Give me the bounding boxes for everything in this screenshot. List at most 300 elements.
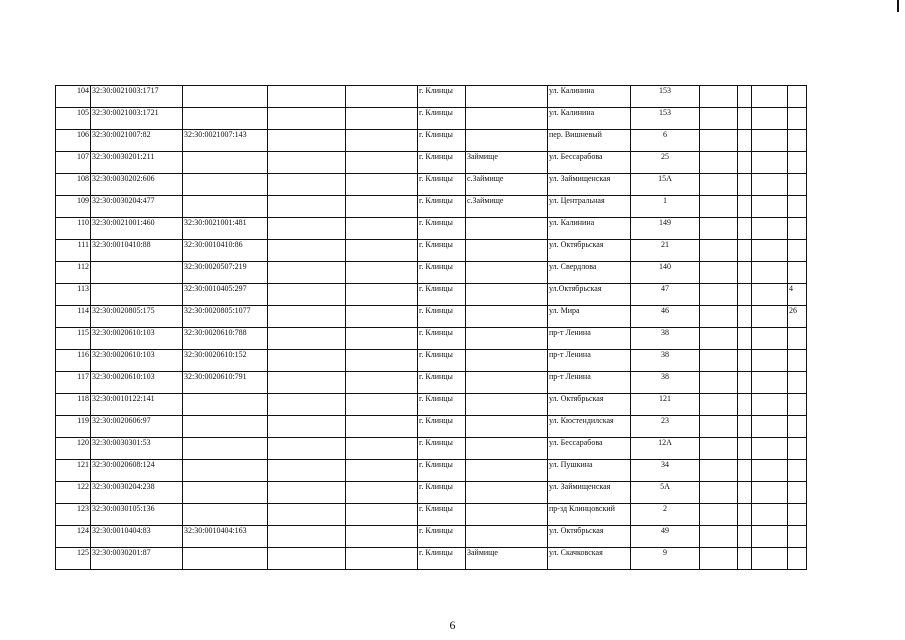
cell-street: ул. Калинина	[548, 108, 631, 130]
cell-col-10	[700, 240, 738, 262]
cell-house-number: 1	[631, 196, 700, 218]
cell-col-10	[700, 328, 738, 350]
cell-col-11	[738, 350, 752, 372]
cell-related-cadastral-number: 32:30:0020610:152	[183, 350, 268, 372]
cell-locality: с.Займище	[466, 196, 548, 218]
cell-house-number: 149	[631, 218, 700, 240]
cell-col-10	[700, 460, 738, 482]
cell-col-11	[738, 504, 752, 526]
cell-col-12	[752, 108, 788, 130]
cell-col-12	[752, 372, 788, 394]
cell-col-4	[268, 86, 346, 108]
cell-row-number: 122	[56, 482, 91, 504]
cell-apartment-number	[788, 218, 807, 240]
cell-col-12	[752, 504, 788, 526]
cell-row-number: 118	[56, 394, 91, 416]
cell-related-cadastral-number	[183, 108, 268, 130]
cell-house-number: 38	[631, 350, 700, 372]
cell-col-5	[346, 526, 418, 548]
cell-col-5	[346, 240, 418, 262]
cell-related-cadastral-number: 32:30:0010410:86	[183, 240, 268, 262]
cell-city: г. Клинцы	[418, 262, 466, 284]
cell-col-11	[738, 372, 752, 394]
cell-col-4	[268, 482, 346, 504]
cell-locality	[466, 130, 548, 152]
cell-street: ул. Мира	[548, 306, 631, 328]
cell-col-5	[346, 416, 418, 438]
cell-col-10	[700, 174, 738, 196]
cell-col-11	[738, 284, 752, 306]
cell-col-4	[268, 394, 346, 416]
cell-house-number: 121	[631, 394, 700, 416]
cell-cadastral-number: 32:30:0020610:103	[91, 328, 183, 350]
cell-cadastral-number: 32:30:0020610:103	[91, 350, 183, 372]
cell-house-number: 49	[631, 526, 700, 548]
cell-related-cadastral-number	[183, 152, 268, 174]
cell-cadastral-number: 32:30:0030301:53	[91, 438, 183, 460]
cell-col-10	[700, 526, 738, 548]
table-row	[56, 86, 807, 108]
cell-apartment-number	[788, 350, 807, 372]
cell-cadastral-number: 32:30:0030204:477	[91, 196, 183, 218]
cell-cadastral-number: 32:30:0010404:83	[91, 526, 183, 548]
table-row	[56, 218, 807, 240]
cell-apartment-number	[788, 460, 807, 482]
cell-cadastral-number: 32:30:0020805:175	[91, 306, 183, 328]
cell-col-10	[700, 262, 738, 284]
cell-col-5	[346, 174, 418, 196]
cell-col-11	[738, 240, 752, 262]
cell-city: г. Клинцы	[418, 130, 466, 152]
cell-city: г. Клинцы	[418, 284, 466, 306]
cell-col-11	[738, 548, 752, 570]
cell-col-12	[752, 416, 788, 438]
cell-row-number: 114	[56, 306, 91, 328]
cell-street: ул. Скачковская	[548, 548, 631, 570]
cell-col-4	[268, 460, 346, 482]
cell-col-10	[700, 86, 738, 108]
cell-related-cadastral-number	[183, 416, 268, 438]
cell-cadastral-number: 32:30:0021001:460	[91, 218, 183, 240]
cell-locality	[466, 416, 548, 438]
cell-col-11	[738, 416, 752, 438]
cell-col-10	[700, 394, 738, 416]
cell-col-4	[268, 306, 346, 328]
cell-locality	[466, 240, 548, 262]
cell-street: пер. Вишневый	[548, 130, 631, 152]
cell-col-5	[346, 460, 418, 482]
cell-house-number: 38	[631, 372, 700, 394]
page-number: 6	[449, 618, 456, 632]
cell-city: г. Клинцы	[418, 86, 466, 108]
cell-locality	[466, 328, 548, 350]
cell-house-number: 47	[631, 284, 700, 306]
cell-related-cadastral-number: 32:30:0020610:791	[183, 372, 268, 394]
cell-locality	[466, 372, 548, 394]
cell-apartment-number	[788, 130, 807, 152]
cell-col-4	[268, 526, 346, 548]
cell-col-10	[700, 504, 738, 526]
cell-col-5	[346, 350, 418, 372]
table-row	[56, 328, 807, 350]
cell-related-cadastral-number: 32:30:0010405:297	[183, 284, 268, 306]
table-row	[56, 526, 807, 548]
cell-related-cadastral-number: 32:30:0020507:219	[183, 262, 268, 284]
cell-col-10	[700, 372, 738, 394]
cell-city: г. Клинцы	[418, 372, 466, 394]
cell-city: г. Клинцы	[418, 526, 466, 548]
cell-col-10	[700, 284, 738, 306]
cell-col-5	[346, 372, 418, 394]
cell-street: ул.Октябрьская	[548, 284, 631, 306]
cell-col-4	[268, 350, 346, 372]
table-row	[56, 108, 807, 130]
cell-street: ул. Октябрьская	[548, 240, 631, 262]
cell-col-12	[752, 240, 788, 262]
cell-cadastral-number: 32:30:0030201:87	[91, 548, 183, 570]
cell-street: пр-т Ленина	[548, 372, 631, 394]
table-row	[56, 196, 807, 218]
cell-col-5	[346, 262, 418, 284]
table-row	[56, 394, 807, 416]
table-row	[56, 262, 807, 284]
cell-apartment-number	[788, 438, 807, 460]
cell-related-cadastral-number: 32:30:0010404:163	[183, 526, 268, 548]
cell-city: г. Клинцы	[418, 306, 466, 328]
cell-col-4	[268, 108, 346, 130]
cell-locality	[466, 284, 548, 306]
property-registry-table	[55, 85, 807, 570]
cell-street: ул. Октябрьская	[548, 394, 631, 416]
cell-col-5	[346, 438, 418, 460]
cell-col-11	[738, 262, 752, 284]
cell-locality: Займище	[466, 548, 548, 570]
cell-apartment-number	[788, 174, 807, 196]
cell-locality	[466, 86, 548, 108]
cell-col-5	[346, 218, 418, 240]
cell-street: ул. Пушкина	[548, 460, 631, 482]
cell-col-12	[752, 284, 788, 306]
cell-house-number: 15А	[631, 174, 700, 196]
cell-col-4	[268, 240, 346, 262]
cell-apartment-number	[788, 262, 807, 284]
cell-locality	[466, 262, 548, 284]
table-row	[56, 438, 807, 460]
table-row	[56, 460, 807, 482]
cell-apartment-number	[788, 526, 807, 548]
cell-col-12	[752, 152, 788, 174]
table-row	[56, 130, 807, 152]
cell-city: г. Клинцы	[418, 240, 466, 262]
cell-apartment-number	[788, 416, 807, 438]
cell-col-10	[700, 416, 738, 438]
cell-col-11	[738, 526, 752, 548]
cell-col-11	[738, 196, 752, 218]
cell-cadastral-number: 32:30:0020606:97	[91, 416, 183, 438]
table-row	[56, 548, 807, 570]
cell-col-4	[268, 130, 346, 152]
cell-apartment-number	[788, 328, 807, 350]
cell-related-cadastral-number: 32:30:0020805:1077	[183, 306, 268, 328]
cell-cadastral-number: 32:30:0010122:141	[91, 394, 183, 416]
cell-row-number: 124	[56, 526, 91, 548]
cell-col-12	[752, 548, 788, 570]
cell-city: г. Клинцы	[418, 416, 466, 438]
cell-locality	[466, 482, 548, 504]
cell-col-12	[752, 130, 788, 152]
cell-col-12	[752, 174, 788, 196]
cell-col-5	[346, 86, 418, 108]
cell-apartment-number	[788, 548, 807, 570]
cell-col-5	[346, 482, 418, 504]
cell-col-5	[346, 306, 418, 328]
cell-street: ул. Кюстендилская	[548, 416, 631, 438]
table-row	[56, 174, 807, 196]
cell-locality	[466, 438, 548, 460]
cell-street: пр-т Ленина	[548, 350, 631, 372]
cell-row-number: 104	[56, 86, 91, 108]
cell-col-11	[738, 460, 752, 482]
cell-apartment-number	[788, 196, 807, 218]
cell-city: г. Клинцы	[418, 196, 466, 218]
cell-col-4	[268, 504, 346, 526]
cell-related-cadastral-number	[183, 460, 268, 482]
cell-col-10	[700, 108, 738, 130]
cell-house-number: 9	[631, 548, 700, 570]
cell-city: г. Клинцы	[418, 174, 466, 196]
cell-row-number: 111	[56, 240, 91, 262]
cell-locality: с.Займище	[466, 174, 548, 196]
cell-house-number: 140	[631, 262, 700, 284]
cell-col-4	[268, 196, 346, 218]
cell-city: г. Клинцы	[418, 394, 466, 416]
cell-col-12	[752, 306, 788, 328]
cell-house-number: 6	[631, 130, 700, 152]
cell-col-11	[738, 174, 752, 196]
cell-col-4	[268, 152, 346, 174]
cell-col-11	[738, 306, 752, 328]
cell-house-number: 25	[631, 152, 700, 174]
cell-apartment-number	[788, 482, 807, 504]
cell-row-number: 121	[56, 460, 91, 482]
cell-cadastral-number: 32:30:0021003:1721	[91, 108, 183, 130]
cell-locality	[466, 460, 548, 482]
cell-row-number: 123	[56, 504, 91, 526]
cell-row-number: 106	[56, 130, 91, 152]
cell-col-4	[268, 262, 346, 284]
cell-col-12	[752, 328, 788, 350]
cell-col-10	[700, 218, 738, 240]
cell-apartment-number	[788, 108, 807, 130]
cell-cadastral-number: 32:30:0021007:82	[91, 130, 183, 152]
cell-street: ул. Центральная	[548, 196, 631, 218]
cell-col-11	[738, 86, 752, 108]
cell-cadastral-number: 32:30:0030204:238	[91, 482, 183, 504]
cell-row-number: 107	[56, 152, 91, 174]
cell-city: г. Клинцы	[418, 548, 466, 570]
cell-apartment-number	[788, 394, 807, 416]
cell-house-number: 5А	[631, 482, 700, 504]
table-row	[56, 284, 807, 306]
cell-row-number: 110	[56, 218, 91, 240]
cell-house-number: 153	[631, 108, 700, 130]
cell-related-cadastral-number	[183, 482, 268, 504]
cell-col-12	[752, 350, 788, 372]
cell-row-number: 112	[56, 262, 91, 284]
cell-house-number: 34	[631, 460, 700, 482]
cell-house-number: 21	[631, 240, 700, 262]
cell-col-5	[346, 504, 418, 526]
cell-cadastral-number: 32:30:0030105:136	[91, 504, 183, 526]
cell-row-number: 105	[56, 108, 91, 130]
cell-apartment-number	[788, 240, 807, 262]
cell-col-11	[738, 482, 752, 504]
cell-locality	[466, 218, 548, 240]
cell-col-4	[268, 416, 346, 438]
table-row	[56, 350, 807, 372]
cell-street: ул. Бессарабова	[548, 152, 631, 174]
cell-col-4	[268, 284, 346, 306]
table-row	[56, 416, 807, 438]
cell-cadastral-number: 32:30:0020608:124	[91, 460, 183, 482]
table-row	[56, 240, 807, 262]
cell-city: г. Клинцы	[418, 504, 466, 526]
cell-street: ул. Бессарабова	[548, 438, 631, 460]
cell-locality	[466, 306, 548, 328]
cell-col-5	[346, 196, 418, 218]
cell-house-number: 2	[631, 504, 700, 526]
cell-col-12	[752, 482, 788, 504]
cell-cadastral-number: 32:30:0030201:211	[91, 152, 183, 174]
cell-col-10	[700, 306, 738, 328]
cell-col-12	[752, 86, 788, 108]
cell-col-11	[738, 328, 752, 350]
cell-city: г. Клинцы	[418, 350, 466, 372]
cell-locality: Займище	[466, 152, 548, 174]
cell-city: г. Клинцы	[418, 152, 466, 174]
cell-street: ул. Октябрьская	[548, 526, 631, 548]
cell-row-number: 115	[56, 328, 91, 350]
cell-street: ул. Займищенская	[548, 482, 631, 504]
cell-col-10	[700, 548, 738, 570]
cell-col-11	[738, 218, 752, 240]
table-row	[56, 372, 807, 394]
cell-related-cadastral-number	[183, 174, 268, 196]
cell-col-10	[700, 152, 738, 174]
cell-related-cadastral-number: 32:30:0021007:143	[183, 130, 268, 152]
cell-col-4	[268, 548, 346, 570]
cell-col-4	[268, 328, 346, 350]
cell-col-4	[268, 174, 346, 196]
cell-locality	[466, 108, 548, 130]
cell-col-5	[346, 108, 418, 130]
cell-col-12	[752, 526, 788, 548]
cell-col-10	[700, 196, 738, 218]
cell-cadastral-number: 32:30:0021003:1717	[91, 86, 183, 108]
cell-apartment-number: 26	[788, 306, 807, 328]
cell-col-5	[346, 130, 418, 152]
cell-related-cadastral-number: 32:30:0021001:481	[183, 218, 268, 240]
cell-col-12	[752, 460, 788, 482]
cell-city: г. Клинцы	[418, 108, 466, 130]
cell-cadastral-number: 32:30:0020610:103	[91, 372, 183, 394]
cell-col-5	[346, 284, 418, 306]
registry-body	[56, 86, 807, 570]
cell-row-number: 117	[56, 372, 91, 394]
cell-city: г. Клинцы	[418, 438, 466, 460]
cell-col-12	[752, 394, 788, 416]
cell-house-number: 23	[631, 416, 700, 438]
cell-cadastral-number: 32:30:0010410:88	[91, 240, 183, 262]
cell-city: г. Клинцы	[418, 482, 466, 504]
table-row	[56, 152, 807, 174]
cell-related-cadastral-number	[183, 438, 268, 460]
cell-related-cadastral-number	[183, 394, 268, 416]
cell-col-10	[700, 438, 738, 460]
cell-apartment-number	[788, 372, 807, 394]
cell-house-number: 46	[631, 306, 700, 328]
cell-col-12	[752, 438, 788, 460]
cell-col-10	[700, 130, 738, 152]
cell-col-12	[752, 218, 788, 240]
cell-apartment-number	[788, 504, 807, 526]
cell-city: г. Клинцы	[418, 328, 466, 350]
cell-related-cadastral-number	[183, 196, 268, 218]
cell-col-11	[738, 438, 752, 460]
cell-related-cadastral-number: 32:30:0020610:788	[183, 328, 268, 350]
cell-col-12	[752, 262, 788, 284]
cell-locality	[466, 504, 548, 526]
cell-street: ул. Калинина	[548, 218, 631, 240]
cell-apartment-number	[788, 86, 807, 108]
cell-street: пр-зд Клинцовский	[548, 504, 631, 526]
cell-city: г. Клинцы	[418, 460, 466, 482]
cell-row-number: 108	[56, 174, 91, 196]
cell-col-11	[738, 108, 752, 130]
cell-col-11	[738, 394, 752, 416]
cell-col-5	[346, 548, 418, 570]
cell-row-number: 116	[56, 350, 91, 372]
cell-apartment-number	[788, 152, 807, 174]
cell-locality	[466, 350, 548, 372]
cell-street: пр-т Ленина	[548, 328, 631, 350]
cell-col-5	[346, 152, 418, 174]
cell-related-cadastral-number	[183, 86, 268, 108]
cell-locality	[466, 394, 548, 416]
cell-house-number: 38	[631, 328, 700, 350]
cell-city: г. Клинцы	[418, 218, 466, 240]
cell-street: ул. Займищенская	[548, 174, 631, 196]
cell-apartment-number: 4	[788, 284, 807, 306]
table-row	[56, 306, 807, 328]
cell-row-number: 125	[56, 548, 91, 570]
cell-row-number: 120	[56, 438, 91, 460]
cell-house-number: 153	[631, 86, 700, 108]
cell-cadastral-number	[91, 262, 183, 284]
cell-row-number: 119	[56, 416, 91, 438]
cell-col-10	[700, 482, 738, 504]
cell-cadastral-number	[91, 284, 183, 306]
cell-related-cadastral-number	[183, 504, 268, 526]
cell-related-cadastral-number	[183, 548, 268, 570]
cell-col-5	[346, 328, 418, 350]
cell-street: ул. Калинина	[548, 86, 631, 108]
cell-row-number: 109	[56, 196, 91, 218]
cell-locality	[466, 526, 548, 548]
page-edge-mark	[897, 0, 899, 12]
cell-house-number: 12А	[631, 438, 700, 460]
cell-col-4	[268, 218, 346, 240]
